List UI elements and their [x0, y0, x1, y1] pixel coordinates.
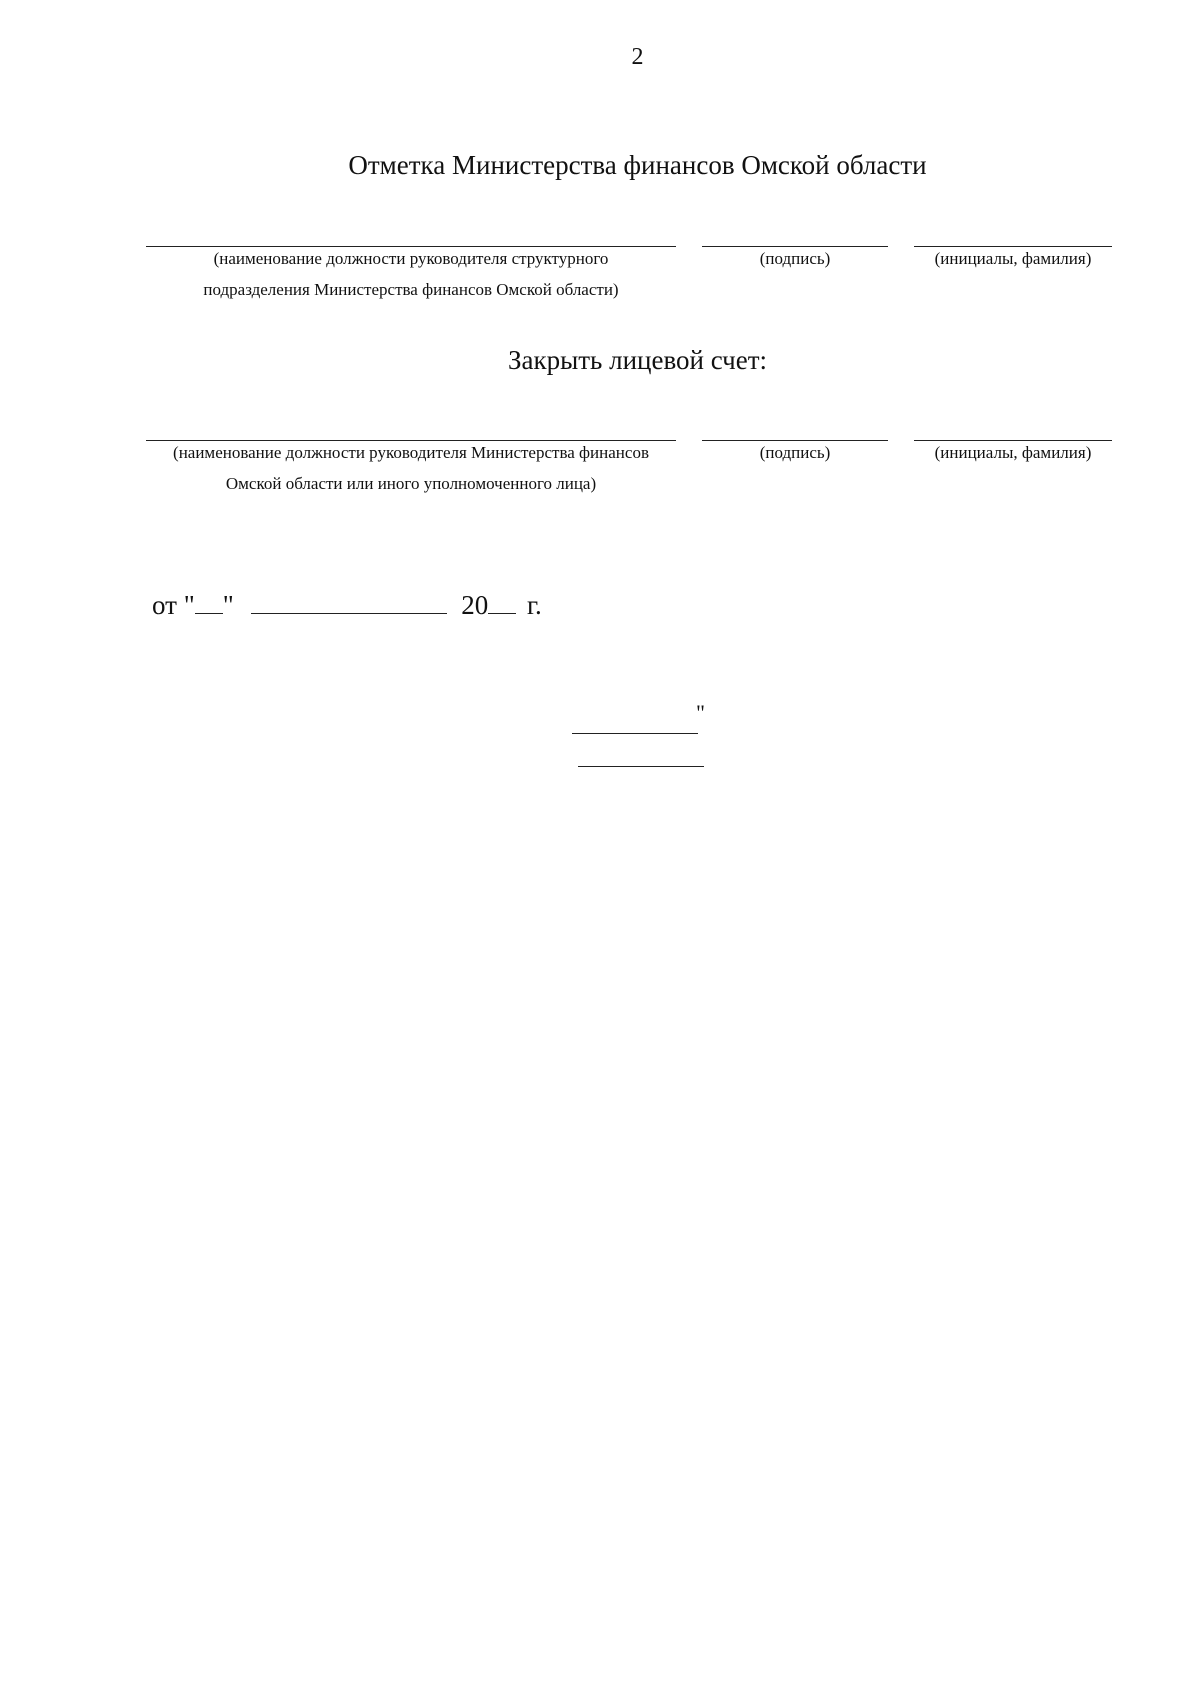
- position-caption-line1: (наименование должности руководителя Министерства финансов: [173, 443, 649, 462]
- signature-caption: (подпись): [759, 443, 831, 462]
- month-blank: [251, 591, 447, 614]
- year-prefix: 20: [461, 590, 489, 620]
- name-signature-line: [914, 440, 1112, 441]
- name-caption: (инициалы, фамилия): [934, 249, 1092, 268]
- day-close-quote: ": [222, 590, 234, 620]
- date-prefix: от ": [152, 590, 195, 620]
- year-suffix: г.: [527, 590, 542, 620]
- position-caption-line1: (наименование должности руководителя структурного: [213, 249, 609, 268]
- position-signature-line: [146, 246, 676, 247]
- signature-line: [702, 246, 888, 247]
- closing-quote: ": [696, 700, 705, 725]
- closing-line-1: [572, 733, 698, 734]
- date-field: [152, 590, 542, 621]
- page-number: 2: [631, 44, 644, 70]
- position-caption-line2: подразделения Министерства финансов Омской области): [203, 280, 619, 299]
- section-mark-title: Отметка Министерства финансов Омской области: [348, 150, 927, 180]
- year-blank: [488, 591, 516, 614]
- name-signature-line: [914, 246, 1112, 247]
- signature-caption: (подпись): [759, 249, 831, 268]
- section-close-title: Закрыть лицевой счет:: [507, 345, 768, 375]
- signature-line: [702, 440, 888, 441]
- position-signature-line: [146, 440, 676, 441]
- closing-line-2: [578, 766, 704, 767]
- position-caption-line2: Омской области или иного уполномоченного лица): [225, 474, 597, 493]
- name-caption: (инициалы, фамилия): [934, 443, 1092, 462]
- day-blank: [195, 591, 223, 614]
